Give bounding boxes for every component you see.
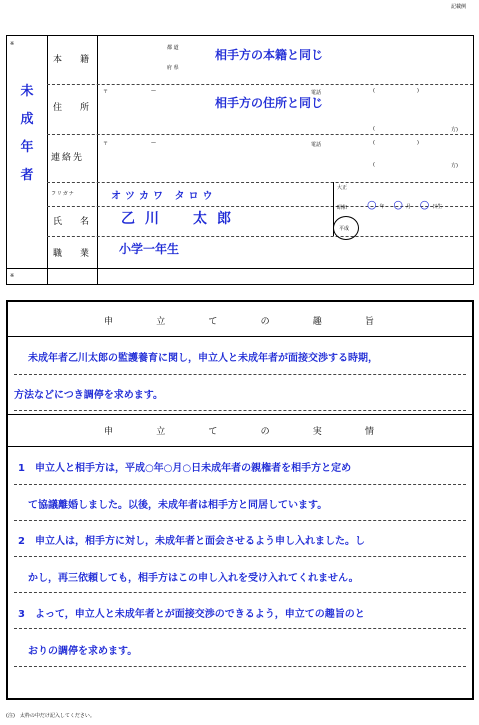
purpose-rule-2 — [14, 410, 466, 411]
asterisk-top: ※ — [10, 41, 15, 47]
col-divider-1 — [47, 36, 48, 284]
renraku-phone-label: 電話 — [311, 142, 322, 148]
jusho-kata-close: 方) — [451, 127, 458, 133]
era-heisei: 平成 — [339, 226, 350, 232]
honseki-value: 相手方の本籍と同じ — [215, 48, 324, 62]
facts-rule-3 — [14, 556, 466, 557]
purpose-heading: 申 立 て の 趣 旨 — [104, 317, 374, 327]
jusho-postal-mark: 〒 — [103, 89, 109, 95]
row-divider-bottom — [7, 268, 473, 269]
facts-rule-4 — [14, 592, 466, 593]
jusho-value: 相手方の住所と同じ — [215, 96, 324, 110]
section-title-char: 者 — [20, 168, 34, 183]
label-renrakusaki: 連絡先 — [51, 153, 85, 163]
purpose-heading-rule — [8, 336, 472, 337]
facts-heading-rule — [8, 446, 472, 447]
occupation-value: 小学一年生 — [119, 242, 180, 256]
label-jusho: 住 所 — [53, 103, 89, 113]
facts-line: 2 申立人は，相手方に対し，未成年者と面会させるよう申し入れました。し — [18, 536, 365, 547]
col-divider-2 — [97, 36, 98, 284]
era-taisho: 大正 — [337, 185, 348, 191]
renraku-kata-open: ( — [373, 162, 375, 168]
jusho-paren-close: ) — [417, 88, 419, 94]
facts-line: 3 よって，申立人と未成年者とが面接交渉のできるよう，申立ての趣旨のと — [18, 609, 365, 620]
renraku-postal-dash: — — [151, 140, 156, 146]
facts-top-rule — [8, 414, 472, 415]
purpose-rule-1 — [14, 374, 466, 375]
purpose-line: 未成年者乙川太郎の監護養育に関し，申立人と未成年者が面接交渉する時期， — [28, 353, 378, 364]
label-shimei: 氏 名 — [53, 217, 89, 227]
renraku-kata-close: 方) — [451, 163, 458, 169]
facts-heading: 申 立 て の 実 情 — [104, 427, 374, 437]
facts-line: て協議離婚しました。以後，未成年者は相手方と同居しています。 — [28, 500, 328, 511]
era-selected-circle — [333, 216, 359, 240]
footnote: (注) 太枠の中だけ記入してください。 — [6, 713, 95, 719]
row-divider-2 — [47, 134, 473, 135]
minor-info-box — [6, 35, 474, 285]
example-mark: 記載例 — [451, 4, 467, 10]
row-divider-5 — [47, 236, 473, 237]
renraku-paren-open: ( — [373, 140, 375, 146]
facts-rule-1 — [14, 484, 466, 485]
jusho-kata-open: ( — [373, 126, 375, 132]
name-value: 乙 川 太 郎 — [121, 211, 231, 227]
row-divider-3 — [47, 182, 473, 183]
section-title-char: 年 — [20, 140, 34, 155]
purpose-line: 方法などにつき調停を求めます。 — [14, 390, 163, 401]
section-title-char: 未 — [20, 84, 34, 99]
facts-line: かし，再三依頼しても，相手方はこの申し入れを受け入れてくれません。 — [28, 573, 359, 584]
renraku-postal-mark: 〒 — [103, 141, 109, 147]
label-shokugyo: 職 業 — [53, 249, 89, 259]
asterisk-bottom: ※ — [10, 273, 15, 279]
furigana-value: オツカワ タロウ — [111, 191, 217, 202]
facts-rule-2 — [14, 520, 466, 521]
label-furigana: フリガナ — [51, 191, 75, 197]
row-divider-1 — [47, 84, 473, 85]
honseki-prefix-top: 都 道 — [167, 45, 179, 51]
facts-rule-5 — [14, 628, 466, 629]
birth-date: ○ 年 ○ 月 ○ 日生 — [367, 198, 443, 211]
jusho-postal-dash: — — [151, 88, 156, 94]
facts-line: おりの調停を求めます。 — [28, 646, 138, 657]
jusho-phone-label: 電話 — [311, 90, 322, 96]
label-honseki: 本 籍 — [53, 55, 89, 65]
jusho-paren-open: ( — [373, 88, 375, 94]
era-showa: 昭和 — [337, 205, 348, 211]
section-title — [19, 78, 35, 190]
facts-line: 1 申立人と相手方は，平成○年○月○日未成年者の親権者を相手方と定め — [18, 463, 352, 474]
petition-box — [6, 300, 474, 700]
renraku-paren-close: ) — [417, 140, 419, 146]
facts-rule-6 — [14, 666, 466, 667]
section-title-char: 成 — [20, 112, 34, 127]
honseki-prefix-bottom: 府 県 — [167, 65, 179, 71]
